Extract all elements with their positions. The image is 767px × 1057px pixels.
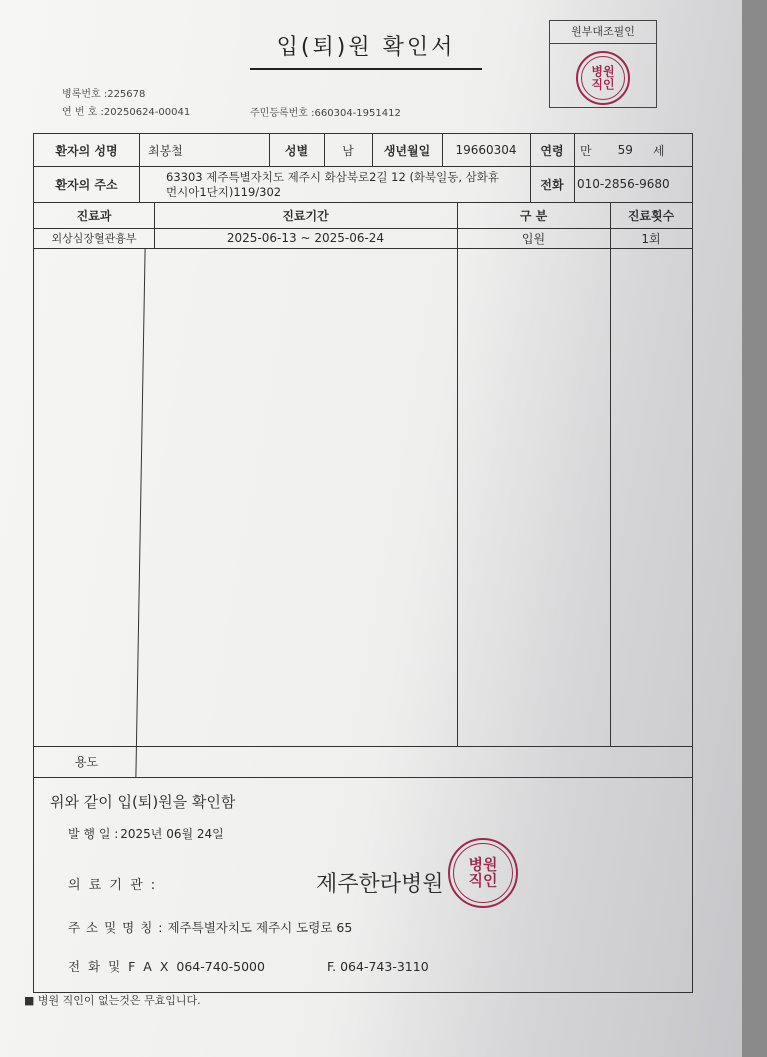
phone-label: 전화 (540, 177, 564, 192)
row-period: 2025-06-13 ~ 2025-06-24 (226, 231, 385, 245)
registration-row (62, 85, 145, 100)
serial-row (62, 103, 190, 118)
institution-phone: 064-740-5000 (176, 958, 265, 974)
patient-address (166, 168, 528, 202)
patient-phone: 010-2856-9680 (577, 177, 670, 191)
header-type: 구 분 (519, 208, 548, 223)
patient-name: 최봉철 (148, 143, 183, 158)
title-underline (250, 68, 482, 70)
phone-fax-label: 전 화 및 F A X (68, 959, 171, 974)
address-line-2: 먼시아1단지)119/302 (166, 185, 282, 199)
resident-number: 660304-1951412 (314, 108, 401, 119)
issue-date-label: 발 행 일 : (68, 826, 119, 841)
issue-date: 2025년 06월 24일 (120, 826, 224, 841)
patient-age (580, 134, 690, 166)
resident-label: 주민등록번호 : (250, 108, 315, 119)
form-table (33, 133, 693, 993)
row-department: 외상심장혈관흉부 (51, 232, 137, 245)
institution-address-label: 주 소 및 명 칭 : (68, 920, 164, 935)
serial-number: 20250624-00041 (103, 107, 191, 118)
institution-phone-row (68, 955, 668, 977)
document-title: 입(퇴)원 확인서 (276, 35, 456, 60)
usage-label: 용도 (74, 755, 99, 769)
age-label: 연령 (540, 143, 564, 158)
invalid-notice: ■ 병원 직인이 없는것은 무효입니다. (24, 994, 201, 1007)
resident-row (250, 104, 401, 119)
serial-label: 연 번 호 : (62, 107, 104, 118)
issue-date-row (68, 822, 468, 844)
header-department: 진료과 (76, 208, 112, 223)
patient-birth: 19660304 (455, 143, 517, 157)
seal-text: 병원 직인 (591, 64, 615, 91)
institution-label: 의 료 기 관 : (68, 877, 158, 893)
header-count: 진료횟수 (627, 208, 675, 223)
verification-seal (576, 51, 630, 105)
birth-label: 생년월일 (383, 143, 431, 158)
age-suffix: 세 (652, 143, 665, 158)
header-period: 진료기간 (282, 208, 329, 223)
row-type: 입원 (521, 231, 546, 246)
sex-label: 성별 (284, 143, 309, 158)
age-value: 59 (617, 143, 633, 157)
patient-address-label: 환자의 주소 (55, 177, 118, 192)
confirmation-text: 위와 같이 입(퇴)원을 확인함 (50, 792, 236, 811)
address-line-1: 63303 제주특별자치도 제주시 화삼북로2길 12 (화북일동, 삼화휴 (166, 170, 500, 184)
patient-sex: 남 (342, 143, 354, 158)
institution-address: 제주특별자치도 제주시 도령로 65 (167, 920, 353, 935)
hospital-seal (448, 838, 518, 908)
institution-name: 제주한라병원 (316, 871, 444, 897)
stamp-box-label: 원부대조필인 (550, 21, 656, 44)
hospital-seal-text: 병원 직인 (468, 855, 498, 889)
registration-label: 병록번호 : (62, 89, 108, 100)
registration-number: 225678 (107, 89, 146, 100)
verification-stamp-box (549, 20, 657, 108)
institution-fax: F. 064-743-3110 (326, 958, 429, 974)
institution-address-row (68, 916, 588, 938)
patient-name-label: 환자의 성명 (55, 143, 118, 158)
row-count: 1회 (641, 231, 661, 246)
age-prefix: 만 (580, 143, 592, 158)
